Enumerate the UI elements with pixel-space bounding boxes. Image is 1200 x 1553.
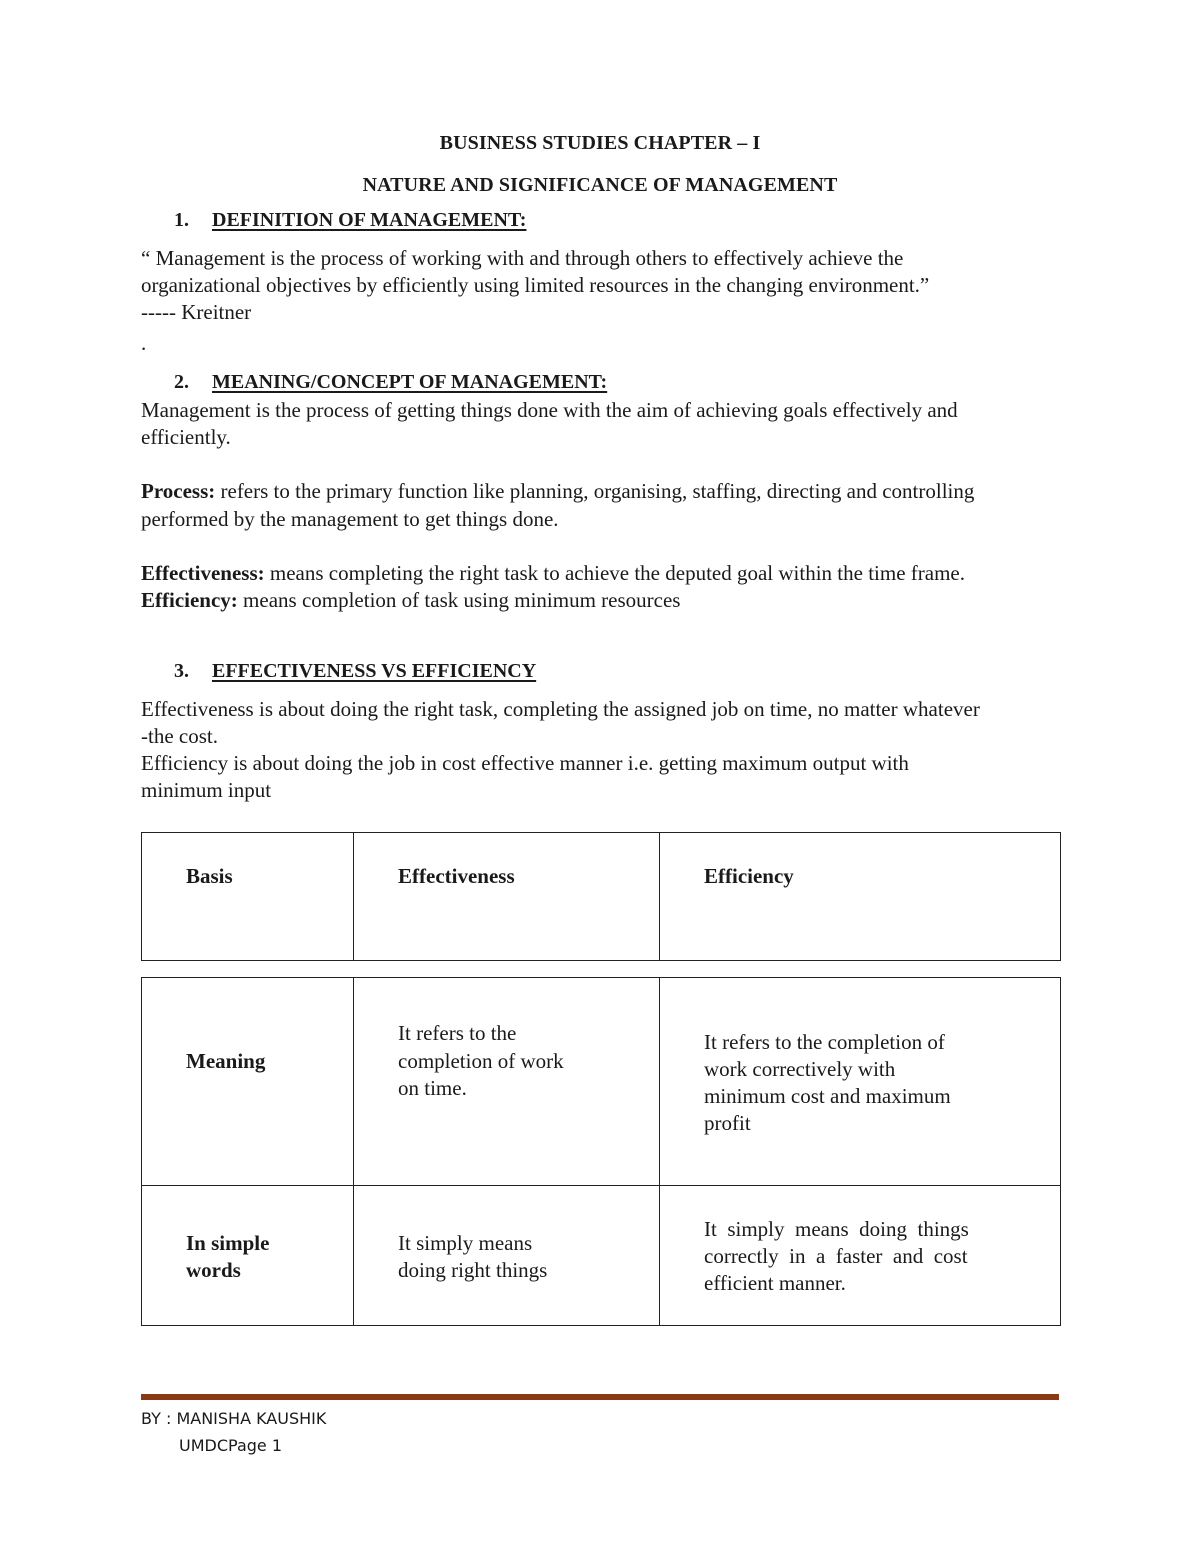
row-1-efficiency-line-4: profit <box>704 1111 751 1135</box>
efficiency-definition <box>141 587 1091 614</box>
section-1-number: 1. <box>174 209 189 231</box>
row-2-efficiency-line-3: efficient manner. <box>704 1271 846 1295</box>
section-1-title: DEFINITION OF MANAGEMENT: <box>212 209 527 231</box>
row-1-effectiveness-line-3: on time. <box>398 1076 467 1100</box>
effectiveness-label: Effectiveness: <box>141 561 265 585</box>
definition-quote-line-2: organizational objectives by efficiently using limited resources in the changing environment.” <box>141 273 930 297</box>
row-2-basis-line-1: In simple <box>186 1231 270 1255</box>
header-row <box>142 833 1061 961</box>
definition-quote-line-1: “ Management is the process of working with and through others to effectively achieve the <box>141 246 904 270</box>
row-2-basis-cell <box>142 1186 354 1326</box>
comparison-line-1: Effectiveness is about doing the right task, completing the assigned job on time, no matter whatever <box>141 697 980 721</box>
footer-rule <box>141 1394 1059 1400</box>
section-3-title: EFFECTIVENESS VS EFFICIENCY <box>212 660 537 682</box>
section-2-title: MEANING/CONCEPT OF MANAGEMENT: <box>212 371 608 393</box>
row-1-efficiency-cell <box>660 978 1061 1186</box>
comparison-header-table <box>141 832 1061 961</box>
effectiveness-definition <box>141 560 1091 587</box>
table-row <box>142 978 1061 1186</box>
effectiveness-text: means completing the right task to achieve the deputed goal within the time frame. <box>264 561 965 585</box>
process-definition-line-2: performed by the management to get things done. <box>141 507 559 531</box>
comparison-body-table <box>141 977 1061 1326</box>
header-basis: Basis <box>186 864 233 888</box>
section-3-heading <box>174 660 536 683</box>
process-text: refers to the primary function like planning, organising, staffing, directing and controlling <box>215 479 975 503</box>
section-3-number: 3. <box>174 660 189 682</box>
efficiency-text: means completion of task using minimum resources <box>237 588 681 612</box>
row-1-effectiveness-cell <box>354 978 660 1186</box>
section-2-number: 2. <box>174 371 189 393</box>
header-cell-basis <box>142 833 354 961</box>
document-subtitle: NATURE AND SIGNIFICANCE OF MANAGEMENT <box>362 174 838 196</box>
row-2-efficiency-cell <box>660 1186 1061 1326</box>
row-1-efficiency-line-3: minimum cost and maximum <box>704 1084 951 1108</box>
row-2-efficiency-line-1: It simply means doing things <box>704 1217 969 1241</box>
meaning-line-1: Management is the process of getting things done with the aim of achieving goals effectively and <box>141 398 958 422</box>
footer-page-number: UMDCPage 1 <box>179 1436 283 1455</box>
header-efficiency: Efficiency <box>704 864 794 888</box>
table-row <box>142 1186 1061 1326</box>
row-2-effectiveness-line-2: doing right things <box>398 1258 548 1282</box>
row-1-efficiency-line-1: It refers to the completion of <box>704 1030 945 1054</box>
section-2-heading <box>174 371 607 394</box>
definition-author: ----- Kreitner <box>141 300 252 324</box>
row-1-basis: Meaning <box>186 1049 266 1073</box>
row-1-effectiveness-line-2: completion of work <box>398 1049 564 1073</box>
comparison-line-2: -the cost. <box>141 724 218 748</box>
stray-dot: . <box>141 331 147 355</box>
header-cell-efficiency <box>660 833 1061 961</box>
comparison-line-4: minimum input <box>141 778 272 802</box>
comparison-line-3: Efficiency is about doing the job in cost effective manner i.e. getting maximum output with <box>141 751 909 775</box>
process-label: Process: <box>141 479 216 503</box>
section-1-heading <box>174 209 526 232</box>
efficiency-label: Efficiency: <box>141 588 238 612</box>
header-cell-effectiveness <box>354 833 660 961</box>
row-2-efficiency-line-2: correctly in a faster and cost <box>704 1244 968 1268</box>
row-2-effectiveness-cell <box>354 1186 660 1326</box>
row-2-basis-line-2: words <box>186 1258 241 1282</box>
document-title: BUSINESS STUDIES CHAPTER – I <box>439 132 761 154</box>
meaning-line-2: efficiently. <box>141 425 231 449</box>
row-1-efficiency-line-2: work correctively with <box>704 1057 896 1081</box>
header-effectiveness: Effectiveness <box>398 864 515 888</box>
row-1-basis-cell <box>142 978 354 1186</box>
process-definition-line-1 <box>141 478 1091 505</box>
row-2-effectiveness-line-1: It simply means <box>398 1231 533 1255</box>
footer-author: BY : MANISHA KAUSHIK <box>141 1409 327 1428</box>
row-1-effectiveness-line-1: It refers to the <box>398 1021 517 1045</box>
